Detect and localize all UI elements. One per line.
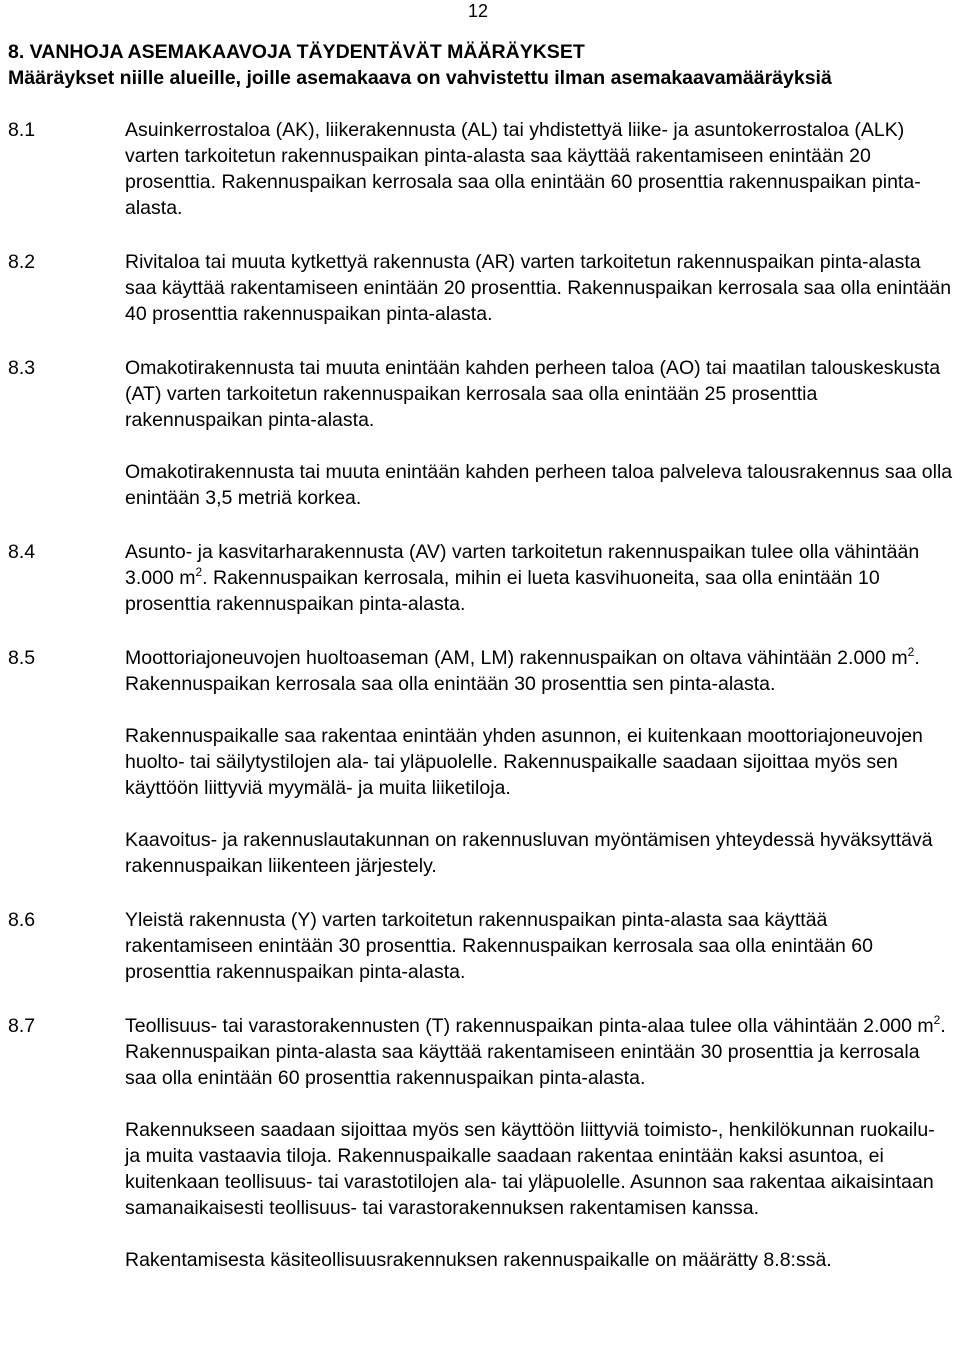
regulation-number: 8.7	[8, 1015, 36, 1037]
regulation-paragraph: Omakotirakennusta tai muuta enintään kahden perheen taloa (AO) tai maatilan talouskeskusta (AT) varten tarkoitetun rakennuspaikan kerrosala saa olla enintään 25 prosenttia rakennuspaikan pinta-alasta.	[125, 357, 941, 431]
regulation-list	[8, 117, 953, 1301]
regulation-body	[125, 1013, 953, 1273]
regulation-body	[125, 117, 953, 221]
regulation-paragraph: Yleistä rakennusta (Y) varten tarkoitetun rakennuspaikan pinta-alasta saa käyttää rakentamiseen enintään 30 prosenttia. Rakennuspaikan kerrosala saa olla enintään 60 prosenttia rakennuspaikan pinta-alasta.	[125, 909, 873, 983]
page-title: 8. VANHOJA ASEMAKAAVOJA TÄYDENTÄVÄT MÄÄRÄYKSET	[8, 41, 585, 63]
regulation-number: 8.6	[8, 909, 36, 931]
regulation-paragraph: Rivitaloa tai muuta kytkettyä rakennusta (AR) varten tarkoitetun rakennuspaikan pinta-alasta saa käyttää rakentamiseen enintään 20 prosenttia. Rakennuspaikan kerrosala saa olla enintään 40 prosenttia rakennuspaikan pinta-alasta.	[125, 251, 952, 325]
regulation-paragraph: Rakennukseen saadaan sijoittaa myös sen käyttöön liittyviä toimisto-, henkilökunnan ruokailu- ja muita vastaavia tiloja. Rakennuspaikalle saadaan rakentaa enintään kaksi asuntoa, ei kuitenkaan teollisuus- tai varastotilojen ala- tai yläpuolelle. Asunnon saa rakentaa aikaisintaan samanaikaisesti teollisuus- tai varastorakennuksen rakentamisen kanssa.	[125, 1119, 935, 1219]
regulation-item	[8, 249, 953, 327]
section-heading	[8, 39, 953, 91]
page-subtitle: Määräykset niille alueille, joille asemakaava on vahvistettu ilman asemakaavamääräyksiä	[8, 67, 832, 89]
regulation-paragraph: Asuinkerrostaloa (AK), liikerakennusta (AL) tai yhdistettyä liike- ja asuntokerrostaloa (ALK) varten tarkoitetun rakennuspaikan pinta-alasta saa käyttää rakentamiseen enintään 20 prosenttia. Rakennuspaikan kerrosala saa olla enintään 60 prosenttia rakennuspaikan pinta-alasta.	[125, 119, 921, 219]
regulation-paragraph: Rakennuspaikalle saa rakentaa enintään yhden asunnon, ei kuitenkaan moottoriajoneuvojen huolto- tai säilytystilojen ala- tai yläpuolelle. Rakennuspaikalle saadaan sijoittaa myös sen käyttöön liittyviä myymälä- ja muita liiketiloja.	[125, 725, 923, 799]
paragraph-text: Asunto- ja kasvitarharakennusta (AV) varten tarkoitetun rakennuspaikan tulee olla vähintään 3.000 m	[125, 541, 920, 589]
regulation-paragraph: Kaavoitus- ja rakennuslautakunnan on rakennusluvan myöntämisen yhteydessä hyväksyttävä rakennuspaikan liikenteen järjestely.	[125, 829, 933, 877]
regulation-paragraph: Omakotirakennusta tai muuta enintään kahden perheen taloa palveleva talousrakennus saa olla enintään 3,5 metriä korkea.	[125, 461, 953, 509]
regulation-number: 8.5	[8, 647, 36, 669]
regulation-item	[8, 1013, 953, 1273]
regulation-body	[125, 249, 953, 327]
superscript: 2	[933, 1013, 941, 1027]
regulation-paragraph: Rakentamisesta käsiteollisuusrakennuksen rakennuspaikalle on määrätty 8.8:ssä.	[125, 1249, 832, 1271]
paragraph-text: Teollisuus- tai varastorakennusten (T) rakennuspaikan pinta-alaa tulee olla vähintään 2.000 m	[125, 1015, 934, 1037]
regulation-number: 8.4	[8, 541, 36, 563]
regulation-item	[8, 645, 953, 879]
regulation-number: 8.2	[8, 251, 36, 273]
regulation-number: 8.1	[8, 119, 36, 141]
regulation-body	[125, 907, 953, 985]
regulation-paragraph	[125, 645, 953, 697]
regulation-item	[8, 117, 953, 221]
regulation-body	[125, 539, 953, 617]
paragraph-text: . Rakennuspaikan kerrosala, mihin ei lueta kasvihuoneita, saa olla enintään 10 prosenttia rakennuspaikan pinta-alasta.	[125, 567, 880, 615]
paragraph-text: . Rakennuspaikan kerrosala saa olla enintään 30 prosenttia sen pinta-alasta.	[125, 647, 920, 695]
regulation-item	[8, 907, 953, 985]
superscript: 2	[907, 645, 915, 659]
regulation-paragraph	[125, 1013, 953, 1091]
page-number: 12	[467, 1, 488, 21]
regulation-paragraph	[125, 539, 953, 617]
regulation-body	[125, 645, 953, 879]
superscript: 2	[195, 565, 203, 579]
regulation-item	[8, 355, 953, 511]
regulation-number: 8.3	[8, 357, 36, 379]
paragraph-text: . Rakennuspaikan pinta-alasta saa käyttää rakentamiseen enintään 30 prosenttia ja kerrosala saa olla enintään 60 prosenttia rakennuspaikan pinta-alasta.	[125, 1015, 946, 1089]
regulation-item	[8, 539, 953, 617]
regulation-body	[125, 355, 953, 511]
paragraph-text: Moottoriajoneuvojen huoltoaseman (AM, LM) rakennuspaikan on oltava vähintään 2.000 m	[125, 647, 908, 669]
